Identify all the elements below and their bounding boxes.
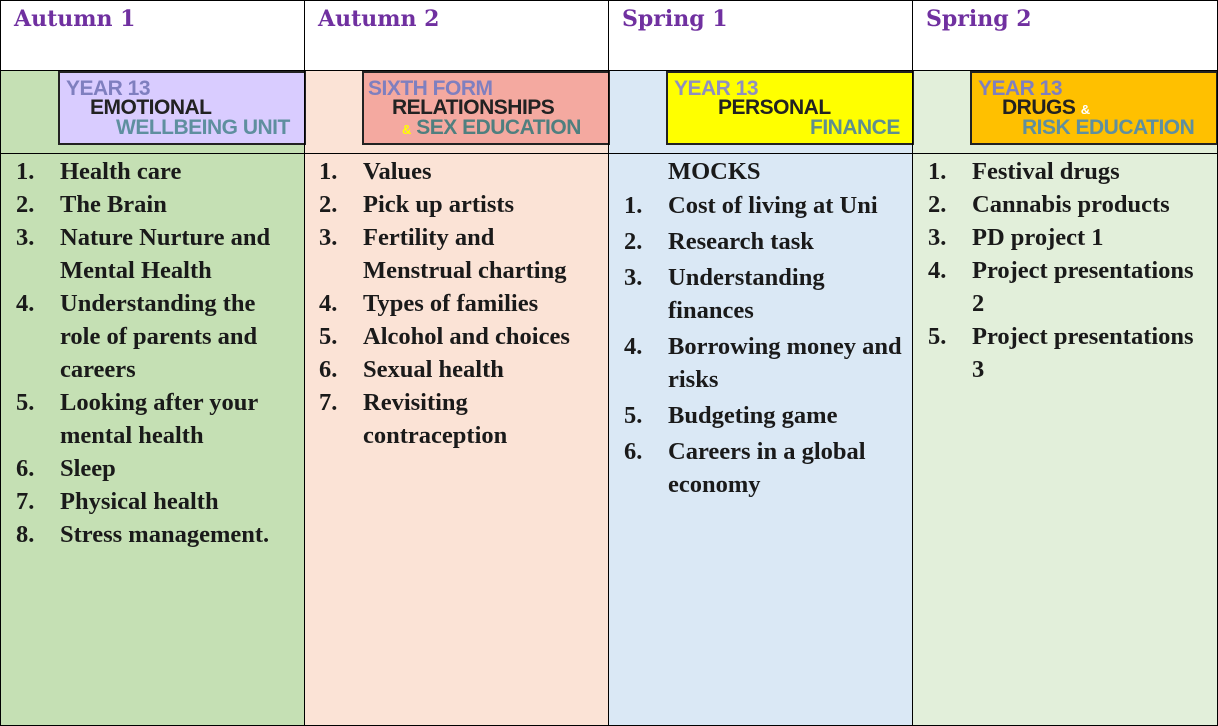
item-text: Fertility and Menstrual charting <box>363 224 567 284</box>
list-item <box>16 221 300 287</box>
banner-line-1: YEAR 13 <box>978 77 1063 100</box>
topic-list-autumn-1 <box>16 155 300 551</box>
banner-line-3: WELLBEING UNIT <box>116 116 290 139</box>
item-text: Looking after your mental health <box>60 389 258 449</box>
list-item <box>624 399 908 432</box>
item-text: PD project 1 <box>972 224 1104 251</box>
list-item <box>624 189 908 222</box>
banner-line-3: RISK EDUCATION <box>1022 116 1195 139</box>
banner-ampersand: & <box>402 122 411 137</box>
banner-line-2-text: DRUGS <box>1002 96 1076 119</box>
item-number: 4. <box>16 290 35 317</box>
list-item <box>16 287 300 386</box>
item-text: Pick up artists <box>363 191 515 218</box>
list-item <box>928 320 1208 386</box>
row-divider <box>0 70 1218 71</box>
item-text: Project presentations 3 <box>972 323 1194 383</box>
column-divider <box>608 0 609 726</box>
item-text: Research task <box>668 228 814 255</box>
banner-line-2: PERSONAL <box>718 96 831 119</box>
unit-banner-emotional-wellbeing <box>58 71 306 145</box>
banner-line-3: FINANCE <box>810 116 900 139</box>
item-number: 2. <box>928 191 947 218</box>
item-number: 5. <box>319 323 338 350</box>
item-text: Health care <box>60 158 182 185</box>
item-number: 1. <box>928 158 947 185</box>
item-text: Nature Nurture and Mental Health <box>60 224 271 284</box>
item-text: Borrowing money and risks <box>668 333 902 393</box>
list-item <box>928 188 1208 221</box>
item-text: Festival drugs <box>972 158 1120 185</box>
item-number: 3. <box>319 224 338 251</box>
list-item <box>319 386 603 452</box>
banner-line-1: SIXTH FORM <box>368 77 493 100</box>
item-number: 3. <box>624 264 643 291</box>
list-item <box>928 221 1208 254</box>
term-heading: Spring 2 <box>926 6 1032 32</box>
list-item <box>319 221 603 287</box>
term-heading: Autumn 2 <box>318 6 440 32</box>
item-number: 8. <box>16 521 35 548</box>
topic-list-spring-1 <box>624 189 908 504</box>
item-number: 5. <box>16 389 35 416</box>
item-number: 2. <box>319 191 338 218</box>
list-item <box>16 155 300 188</box>
item-text: Physical health <box>60 488 219 515</box>
item-number: 6. <box>16 455 35 482</box>
term-heading: Spring 1 <box>622 6 728 32</box>
item-number: 3. <box>16 224 35 251</box>
column-divider <box>0 0 1 726</box>
column-divider <box>912 0 913 726</box>
header-cell-spring-1 <box>608 0 912 70</box>
header-cell-autumn-2 <box>304 0 608 70</box>
item-text: Values <box>363 158 432 185</box>
item-text: Understanding the role of parents and careers <box>60 290 258 383</box>
row-divider <box>0 153 1218 154</box>
item-number: 1. <box>624 192 643 219</box>
list-item <box>16 188 300 221</box>
banner-line-2: RELATIONSHIPS <box>392 96 555 119</box>
list-item <box>624 435 908 501</box>
unit-banner-personal-finance <box>666 71 914 145</box>
unit-banner-drugs-risk-education <box>970 71 1218 145</box>
banner-line-1: YEAR 13 <box>66 77 151 100</box>
item-number: 3. <box>928 224 947 251</box>
item-text: Alcohol and choices <box>363 323 570 350</box>
item-number: 1. <box>16 158 35 185</box>
mocks-heading: MOCKS <box>668 158 761 185</box>
item-text: Sleep <box>60 455 116 482</box>
term-heading: Autumn 1 <box>14 6 136 32</box>
banner-line-3-text: SEX EDUCATION <box>416 116 581 139</box>
column-divider <box>304 0 305 726</box>
topic-list-spring-2 <box>928 155 1208 386</box>
item-text: Project presentations 2 <box>972 257 1194 317</box>
item-number: 1. <box>319 158 338 185</box>
list-item <box>319 320 603 353</box>
item-number: 4. <box>928 257 947 284</box>
item-text: Stress management. <box>60 521 270 548</box>
item-text: The Brain <box>60 191 167 218</box>
item-number: 7. <box>16 488 35 515</box>
list-item <box>928 254 1208 320</box>
header-cell-autumn-1 <box>0 0 304 70</box>
item-text: Cannabis products <box>972 191 1170 218</box>
topic-list-autumn-2 <box>319 155 603 452</box>
list-item <box>319 188 603 221</box>
item-text: Sexual health <box>363 356 504 383</box>
list-item <box>624 330 908 396</box>
row-divider <box>0 0 1218 1</box>
item-number: 4. <box>319 290 338 317</box>
list-item <box>16 518 300 551</box>
unit-banner-relationships-sex-education <box>362 71 610 145</box>
list-item <box>16 452 300 485</box>
item-text: Budgeting game <box>668 402 838 429</box>
item-text: Careers in a global economy <box>668 438 866 498</box>
item-number: 7. <box>319 389 338 416</box>
banner-line-2: EMOTIONAL <box>90 96 212 119</box>
item-number: 2. <box>16 191 35 218</box>
item-text: Cost of living at Uni <box>668 192 878 219</box>
list-item <box>928 155 1208 188</box>
list-item <box>319 287 603 320</box>
list-item <box>16 386 300 452</box>
item-number: 2. <box>624 228 643 255</box>
list-item <box>16 485 300 518</box>
item-number: 5. <box>624 402 643 429</box>
banner-ampersand: & <box>1080 102 1090 117</box>
list-item <box>319 353 603 386</box>
list-item <box>624 225 908 258</box>
item-number: 6. <box>624 438 643 465</box>
banner-line-1: YEAR 13 <box>674 77 759 100</box>
list-item <box>319 155 603 188</box>
banner-line-3 <box>402 118 581 139</box>
list-item <box>624 261 908 327</box>
item-text: Types of families <box>363 290 539 317</box>
header-cell-spring-2 <box>912 0 1218 70</box>
item-number: 5. <box>928 323 947 350</box>
item-number: 6. <box>319 356 338 383</box>
item-number: 4. <box>624 333 643 360</box>
item-text: Understanding finances <box>668 264 825 324</box>
item-text: Revisiting contraception <box>363 389 508 449</box>
